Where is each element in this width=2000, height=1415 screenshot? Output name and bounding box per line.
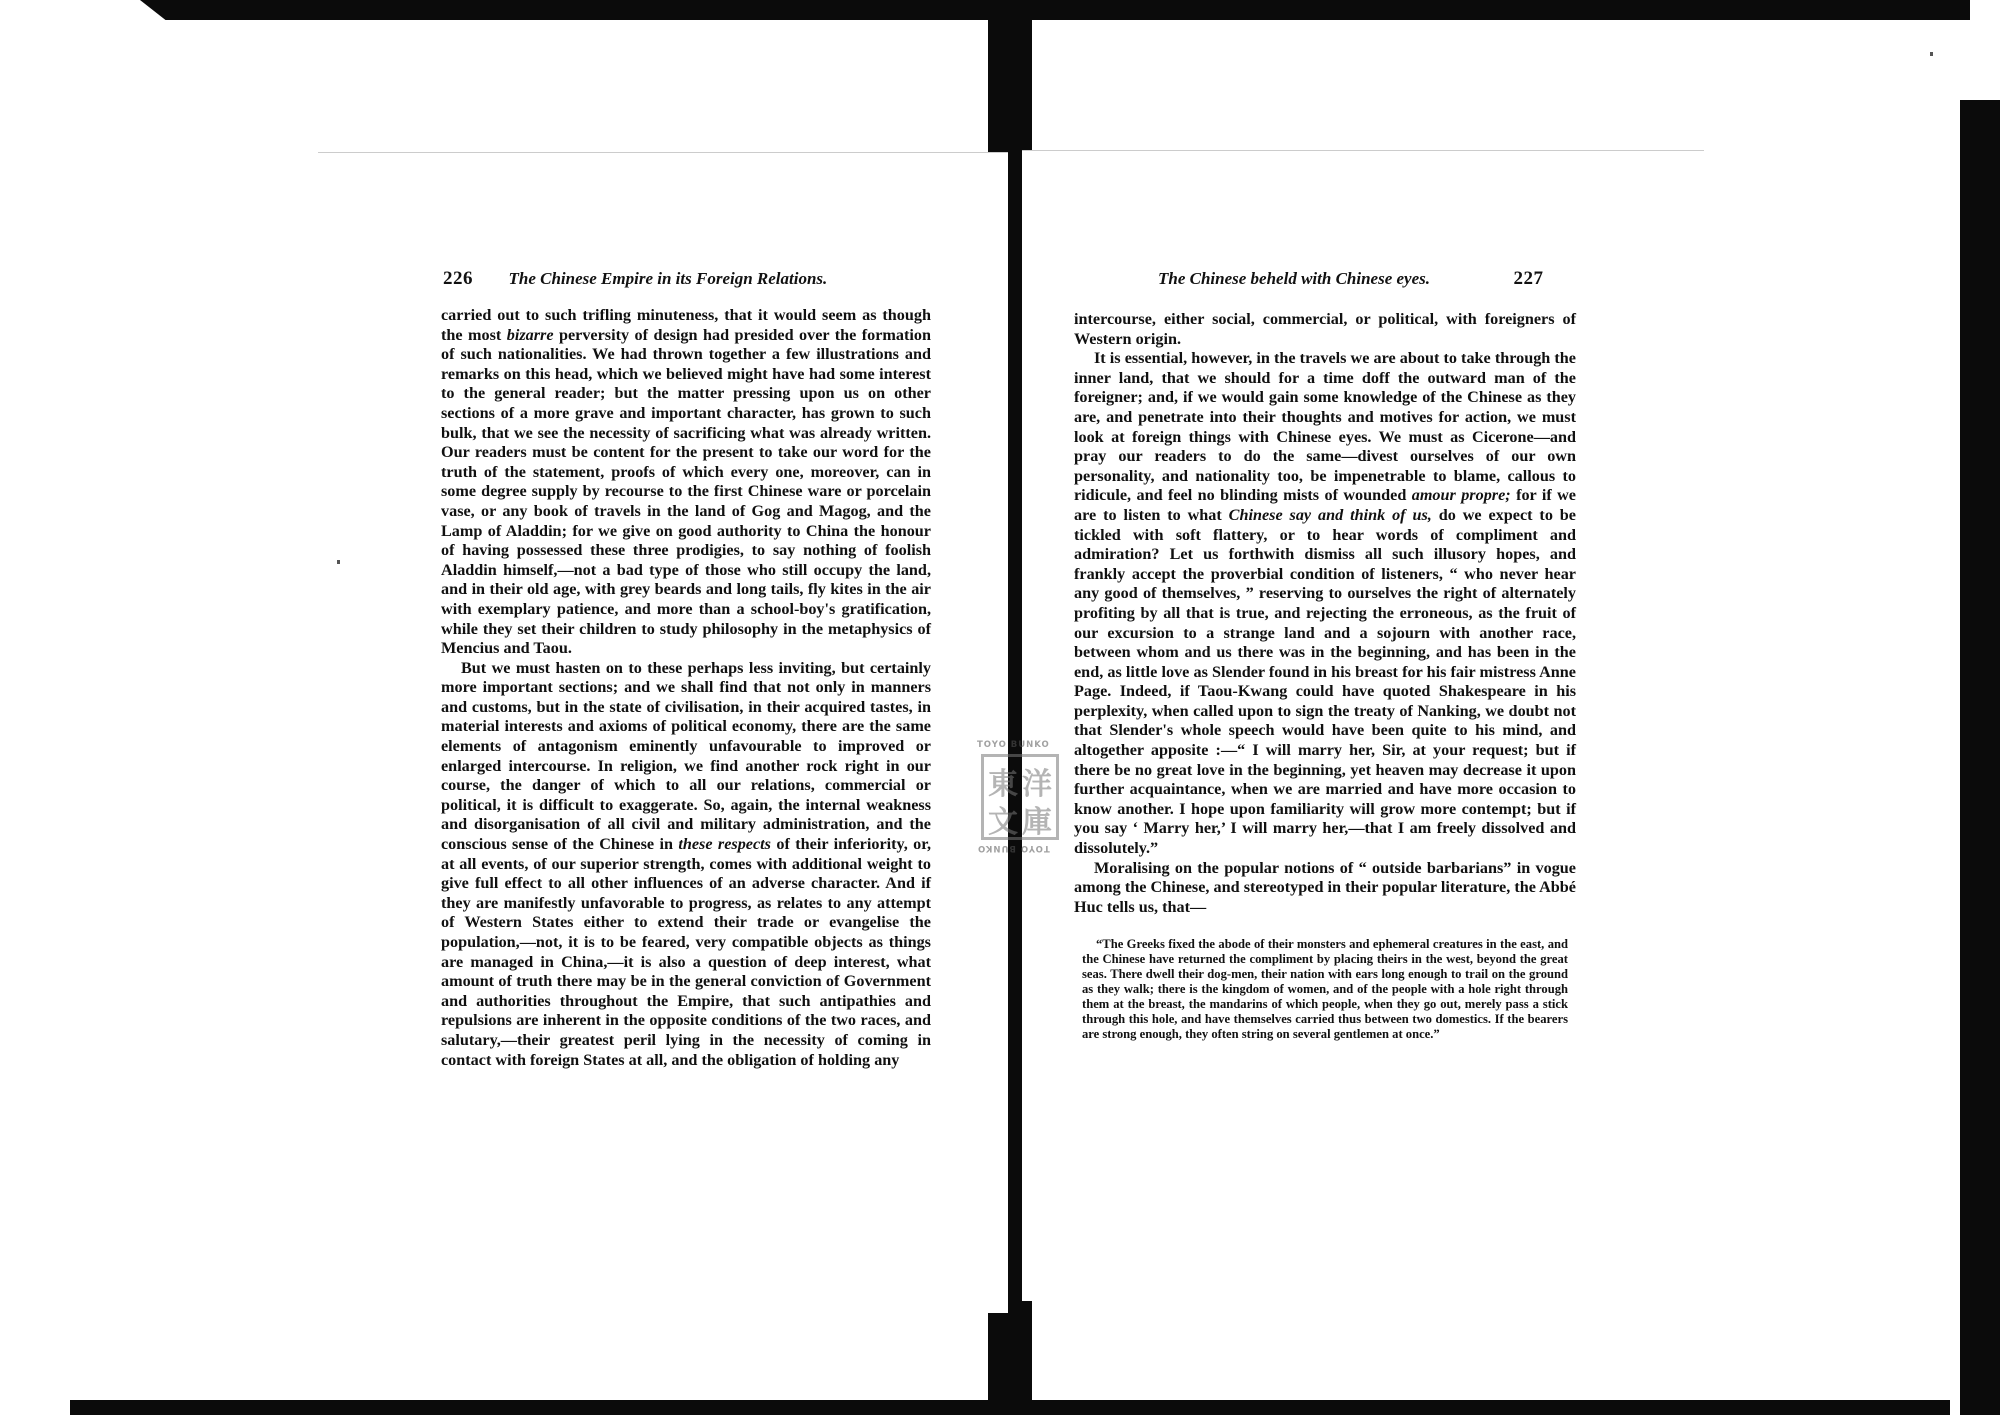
block-quotation: “The Greeks fixed the abode of their monsters and ephemeral creatures in the east, and the Chinese have returned the compliment by placing theirs in the west, beyond the great seas. There dwell their dog-men, their nation with ears long enough to trail on the ground as they walk; there is the kingdom of women, and of the people with a hole right through them at the breast, the mandarins of which people, when they go out, merely pass a stick through this hole, and have themselves carried thus between two domestics. If the bearers are strong enough, they often string on several gentlemen at once.”	[1082, 937, 1568, 1042]
left-paragraph: But we must hasten on to these perhaps less inviting, but certainly more important sections; and we shall find that not only in manners and customs, but in the state of civilisation, in their acquired tastes, in material interests and axioms of political economy, there are the same elements of antagonism eminently unfavourable to improved or enlarged intercourse. In religion, we find another rock right in our course, the danger of which to all our relations, commercial or political, it is difficult to exaggerate. So, again, the internal weakness and disorganisation of all civil and military administration, and the conscious sense of the Chinese in these respects of their inferiority, or, at all events, of our superior strength, comes with additional weight to give full effect to all other influences of an adverse character. And if they are manifestly unfavorable to progress, as relates to any attempt of Western States either to extend their trade or evangelise the population,—not, it is to be feared, very compatible objects as things are managed in China,—it is also a question of deep interest, what amount of truth there may be in the general conviction of Government and authorities throughout the Empire, that such antipathies and repulsions are inherent in the opposite conditions of the two races, and salutary,—their greatest peril lying in the necessity of coming in contact with foreign States at all, and the obligation of holding any	[441, 658, 931, 1069]
right-margin-mark	[1930, 52, 1933, 56]
italic-phrase: bizarre	[506, 325, 554, 344]
top-left-dark-band	[140, 0, 990, 20]
italic-phrase: these respects	[678, 835, 771, 854]
seal-character: 東	[988, 767, 1018, 802]
bottom-dark-band	[70, 1400, 1950, 1415]
top-right-dark-band	[1030, 0, 1970, 20]
right-running-title: The Chinese beheld with Chinese eyes.	[1158, 269, 1430, 288]
right-paragraph: Moralising on the popular notions of “ outside barbarians” in vogue among the Chinese, and stereotyped in their popular literature, the Abbé Huc tells us, that—	[1074, 858, 1576, 916]
right-paragraph: It is essential, however, in the travels we are about to take through the inner land, that we should for a time doff the outward man of the foreigner; and, if we would gain some knowledge of the Chinese as they are, and penetrate into their thoughts and motives for action, we must look at foreign things with Chinese eyes. We must as Cicerone—and pray our readers to do the same—divest ourselves of our own personality, and nationality too, be impenetrable to blame, callous to ridicule, and feel no blinding mists of wounded amour propre; for if we are to listen to what Chinese say and think of us, do we expect to be tickled with soft flattery, or to hear words of compliment and admiration? Let us forthwith dismiss all such illusory hopes, and frankly accept the proverbial condition of listeners, “ who never hear any good of themselves, ” reserving to ourselves the right of alternately profiting by all that is true, and rejecting the erroneous, as the fruit of our excursion to a strange land and a sojourn with another race, between whom and us there was in the beginning, and has been in the end, as little love as Slender found in his breast for his fair mistress Anne Page. Indeed, if Taou-Kwang could have quoted Shakespeare in his perplexity, when called upon to sign the treaty of Nanking, we doubt not that Slender's whole speech would have been quite to his mind, and altogether apposite :—“ I will marry her, Sir, at your request; but if there be no great love in the beginning, yet heaven may decrease it upon further acquaintance, when we are married and have more occasion to know another. I hope upon familiarity will grow more contempt; but if you say ‘ Marry her,’ I will marry her,—that I am freely dissolved and dissolutely.”	[1074, 349, 1576, 858]
stamp-seal	[981, 754, 1059, 840]
left-margin-mark	[337, 560, 340, 564]
right-page-text	[1074, 310, 1576, 1042]
stamp-top-text: TOYO BUNKO	[977, 740, 1050, 750]
left-page-number: 226	[443, 268, 473, 289]
seal-character: 洋	[1022, 767, 1052, 802]
library-stamp	[977, 740, 1067, 860]
italic-phrase: Chinese say and think of us,	[1228, 505, 1432, 524]
right-edge-band	[1960, 100, 2000, 1415]
left-paragraph: carried out to such trifling minuteness, that it would seem as though the most bizarre perversity of design had presided over the formation of such nationalities. We had thrown together a few illustrations and remarks on this head, which we believed might have had some interest to the general reader; but the matter pressing upon us on other sections of a more grave and important character, has grown to such bulk, that we see the necessity of sacrificing what was already written. Our readers must be content for the present to take our word for the truth of the statement, proofs of which every one, moreover, can in some degree supply by recourse to the first Chinese ware or porcelain vase, or any book of travels in the land of Gog and Magog, and the Lamp of Aladdin; for we give on good authority to China the honour of having possessed these three prodigies, to say nothing of foolish Aladdin himself,—not a bad type of those who still occupy the land, and in their old age, with grey beards and long tails, fly kites in the air with exemplary patience, and more than a school-boy's gratification, while they set their children to study philosophy in the metaphysics of Mencius and Taou.	[441, 306, 931, 658]
seal-character: 庫	[1022, 805, 1052, 840]
seal-character: 文	[988, 805, 1018, 840]
stamp-bottom-text: TOYO BUNKO	[977, 843, 1050, 853]
left-page-text	[441, 306, 931, 1070]
right-paragraph: intercourse, either social, commercial, or political, with foreigners of Western origin.	[1074, 310, 1576, 348]
left-running-title: The Chinese Empire in its Foreign Relations.	[508, 269, 828, 288]
left-page-header	[443, 268, 827, 292]
right-page-number: 227	[1513, 268, 1544, 289]
right-page-header	[1158, 268, 1544, 292]
italic-phrase: amour propre;	[1411, 486, 1511, 505]
